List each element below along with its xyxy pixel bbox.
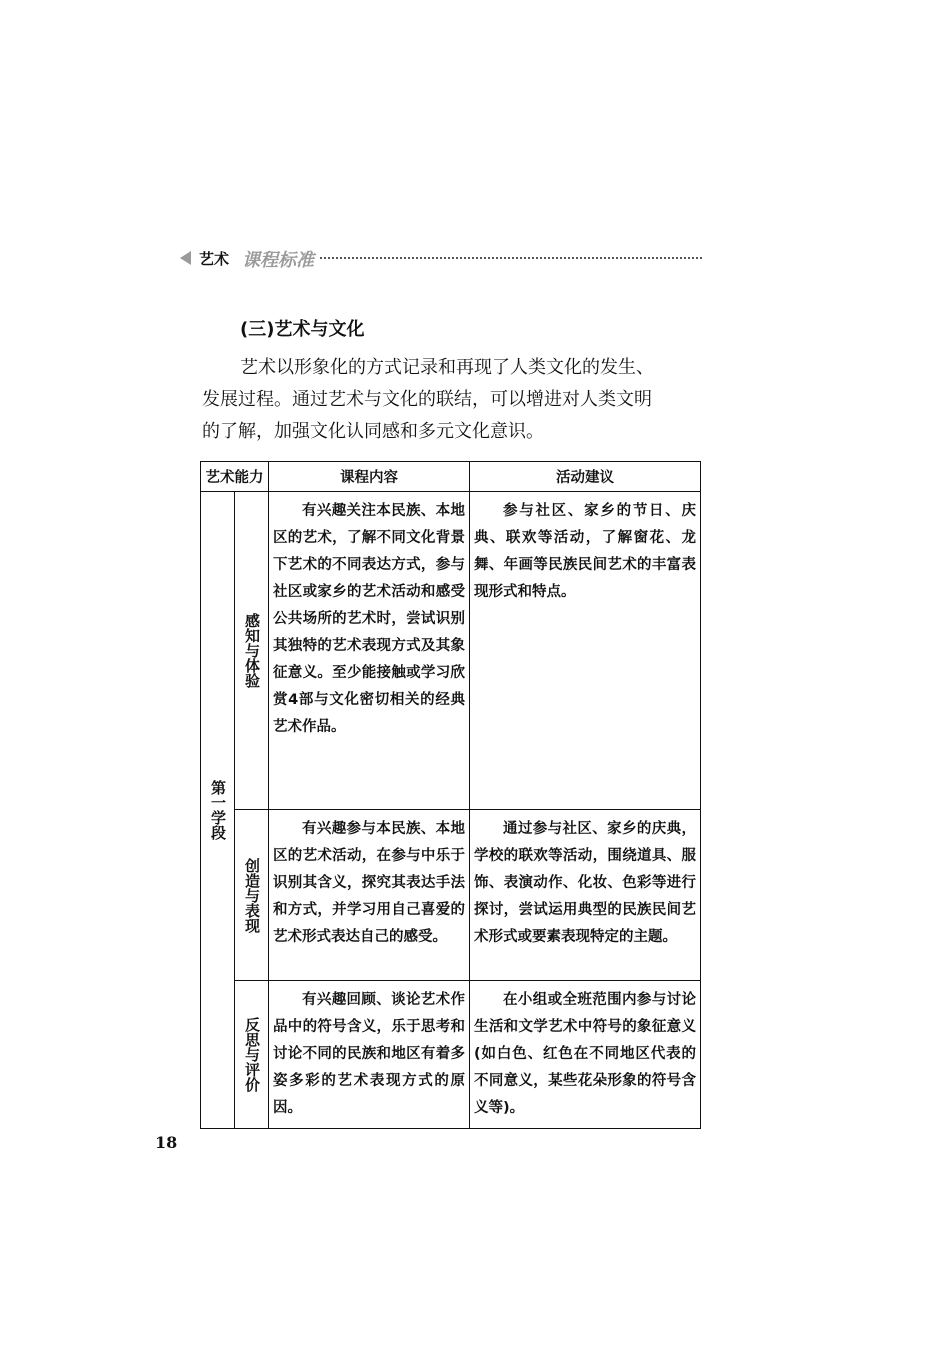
header-subject: 艺术 bbox=[199, 250, 230, 268]
table-row bbox=[201, 492, 701, 810]
activity-cell bbox=[470, 492, 701, 810]
paragraph-line: 艺术以形象化的方式记录和再现了人类文化的发生、 bbox=[240, 357, 654, 378]
paragraph-line: 发展过程。通过艺术与文化的联结，可以增进对人类文明 bbox=[202, 389, 652, 410]
header-content: 课程内容 bbox=[269, 462, 470, 492]
running-header bbox=[180, 247, 702, 269]
ability-label: 感知与体验 bbox=[243, 613, 261, 688]
ability-cell bbox=[235, 810, 269, 981]
stage-label: 第一学段 bbox=[209, 780, 227, 840]
intro-paragraph bbox=[202, 352, 700, 448]
table-row bbox=[201, 981, 701, 1129]
content-cell bbox=[269, 492, 470, 810]
content-cell bbox=[269, 981, 470, 1129]
header-subtitle: 课程标准 bbox=[242, 250, 314, 271]
content-cell bbox=[269, 810, 470, 981]
activity-cell bbox=[470, 981, 701, 1129]
ability-label: 反思与评价 bbox=[243, 1017, 261, 1092]
activity-text: 通过参与社区、家乡的庆典，学校的联欢等活动，围绕道具、服饰、表演动作、化妆、色彩等进行探讨，尝试运用典型的民族民间艺术形式或要素表现特定的主题。 bbox=[474, 821, 696, 945]
ability-cell bbox=[235, 492, 269, 810]
paragraph-line: 的了解，加强文化认同感和多元文化意识。 bbox=[202, 421, 544, 442]
triangle-left-icon bbox=[180, 251, 191, 265]
activity-text: 参与社区、家乡的节日、庆典、联欢等活动，了解窗花、龙舞、年画等民族民间艺术的丰富表现形式和特点。 bbox=[474, 503, 696, 600]
header-activity: 活动建议 bbox=[470, 462, 701, 492]
section-title: (三)艺术与文化 bbox=[240, 319, 365, 340]
header-dotted-rule bbox=[320, 257, 702, 259]
header-ability: 艺术能力 bbox=[201, 462, 269, 492]
curriculum-table bbox=[200, 461, 701, 1129]
content-text: 有兴趣关注本民族、本地区的艺术，了解不同文化背景下艺术的不同表达方式，参与社区或家乡的艺术活动和感受公共场所的艺术时，尝试识别其独特的艺术表现方式及其象征意义。至少能接触或学习欣赏4部与文化密切相关的经典艺术作品。 bbox=[273, 503, 465, 735]
activity-cell bbox=[470, 810, 701, 981]
content-text: 有兴趣参与本民族、本地区的艺术活动，在参与中乐于识别其含义，探究其表达手法和方式，并学习用自己喜爱的艺术形式表达自己的感受。 bbox=[273, 821, 465, 945]
page-number: 18 bbox=[155, 1133, 178, 1152]
activity-text: 在小组或全班范围内参与讨论生活和文学艺术中符号的象征意义(如白色、红色在不同地区代表的不同意义，某些花朵形象的符号含义等)。 bbox=[474, 992, 696, 1116]
content-text: 有兴趣回顾、谈论艺术作品中的符号含义，乐于思考和讨论不同的民族和地区有着多姿多彩的艺术表现方式的原因。 bbox=[273, 992, 465, 1116]
table-row bbox=[201, 810, 701, 981]
table-header-row bbox=[201, 462, 701, 492]
ability-cell bbox=[235, 981, 269, 1129]
stage-cell bbox=[201, 492, 235, 1129]
ability-label: 创造与表现 bbox=[243, 857, 261, 933]
